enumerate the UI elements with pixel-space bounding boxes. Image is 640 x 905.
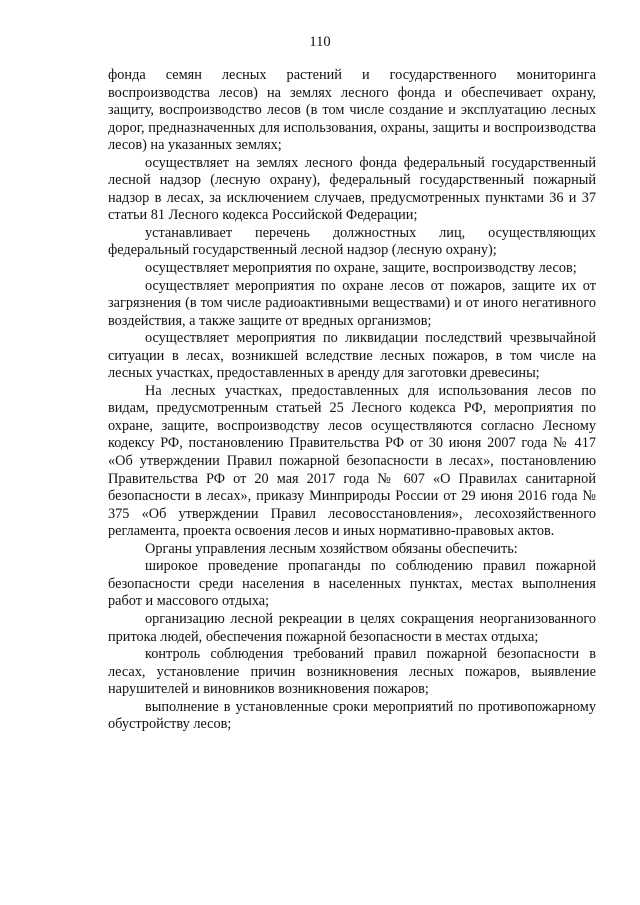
paragraph-fire-arrangement: выполнение в установленные сроки мероприятий по противопожарному обустройству лесов; (108, 698, 596, 733)
paragraph-officials-list: устанавливает перечень должностных лиц, осуществляющих федеральный государственный лесной надзор (лесную охрану); (108, 224, 596, 259)
paragraph-emergency-liquidation: осуществляет мероприятия по ликвидации последствий чрезвычайной ситуации в лесах, возникшей вследствие лесных пожаров, в том числе на лесных участках, предоставленных в аренду для заготовки древесины; (108, 330, 596, 382)
paragraph-recreation: организацию лесной рекреации в целях сокращения неорганизованного притока людей, обеспечения пожарной безопасности в местах отдыха; (108, 610, 596, 645)
paragraph-leased-plots: На лесных участках, предоставленных для использования лесов по видам, предусмотренным статьей 25 Лесного кодекса РФ, мероприятия по охране, защите, воспроизводству лесов осуществляются согласно Лесному кодексу РФ, постановлению Правительства РФ от 30 июня 2007 года № 417 «Об утверждении Правил пожарной безопасности в лесах», постановлению Правительства РФ от 20 мая 2017 года № 607 «О Правилах санитарной безопасности в лесах», приказу Минприроды России от 29 июня 2016 года № 375 «Об утверждении Правил лесовосстановления», лесохозяйственного регламента, проекта освоения лесов и иных нормативно-правовых актов. (108, 382, 596, 540)
paragraph-fire-protection: осуществляет мероприятия по охране лесов от пожаров, защите их от загрязнения (в том числе радиоактивными веществами) и от иного негативного воздействия, а также защите от вредных организмов; (108, 277, 596, 329)
page-number: 110 (309, 34, 331, 50)
paragraph-forest-supervision: осуществляет на землях лесного фонда федеральный государственный лесной надзор (лесную охрану), федеральный государственный пожарный надзор в лесах, за исключением случаев, предусмотренных пунктами 36 и 37 статьи 81 Лесного кодекса Российской Федерации; (108, 154, 596, 224)
paragraph-propaganda: широкое проведение пропаганды по соблюдению правил пожарной безопасности среди населения в населенных пунктах, местах выполнения работ и массового отдыха; (108, 558, 596, 610)
paragraph-authorities-obliged: Органы управления лесным хозяйством обязаны обеспечить: (145, 540, 518, 557)
document-body (108, 67, 596, 734)
paragraph-fire-control: контроль соблюдения требований правил пожарной безопасности в лесах, установление причин возникновения лесных пожаров, выявление нарушителей и виновников возникновения пожаров; (108, 646, 596, 698)
paragraph-protection-measures: осуществляет мероприятия по охране, защите, воспроизводству лесов; (145, 260, 577, 277)
paragraph-continuation: фонда семян лесных растений и государственного мониторинга воспроизводства лесов) на землях лесного фонда и обеспечивает охрану, защиту, воспроизводство лесов (в том числе создание и эксплуатацию лесных дорог, предназначенных для использования, охраны, защиты и воспроизводства лесов) на указанных землях; (108, 67, 596, 154)
